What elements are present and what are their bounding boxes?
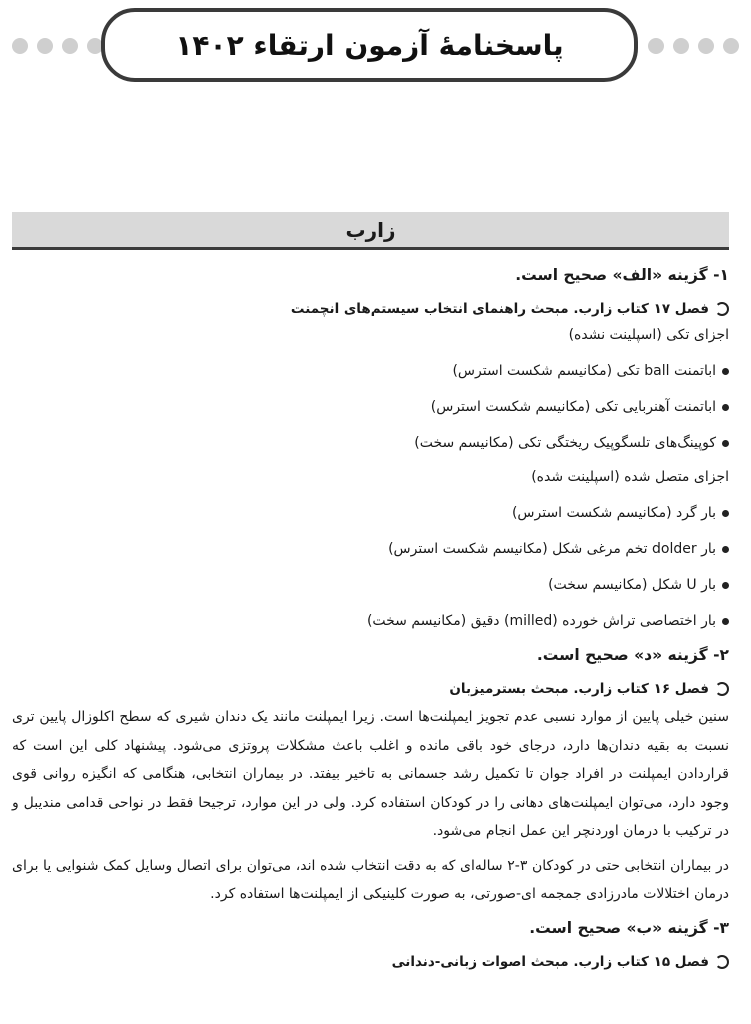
answer-content bbox=[12, 254, 729, 972]
list-item-text: بار dolder تخم مرغی شکل (مکانیسم شکست استرس) bbox=[388, 541, 716, 557]
bullet-icon bbox=[722, 618, 729, 625]
chapter-text: فصل ۱۵ کتاب زارب. مبحث اصوات زبانی-دندانی bbox=[391, 953, 709, 970]
list-item-text: بار گرد (مکانیسم شکست استرس) bbox=[511, 505, 716, 521]
list-item-text: کوپینگ‌های تلسگوپیک ریختگی تکی (مکانیسم سخت) bbox=[414, 435, 716, 451]
dot bbox=[673, 38, 689, 54]
list-item bbox=[12, 502, 729, 524]
list-item bbox=[12, 574, 729, 596]
decorative-dots-right bbox=[648, 38, 739, 54]
chapter-reference bbox=[12, 952, 729, 972]
page-title: پاسخنامهٔ آزمون ارتقاء ۱۴۰۲ bbox=[175, 28, 564, 62]
dot bbox=[648, 38, 664, 54]
dot bbox=[37, 38, 53, 54]
section-header bbox=[12, 212, 729, 250]
list-item bbox=[12, 538, 729, 560]
list-item bbox=[12, 360, 729, 382]
bullet-list bbox=[12, 360, 729, 454]
chapter-reference bbox=[12, 679, 729, 699]
dot bbox=[698, 38, 714, 54]
bullet-icon bbox=[722, 368, 729, 375]
list-item bbox=[12, 610, 729, 632]
chapter-text: فصل ۱۶ کتاب زارب. مبحث بسترمیزبان bbox=[449, 681, 709, 697]
chapter-marker-icon bbox=[715, 682, 729, 696]
explanation-paragraph: سنین خیلی پایین از موارد نسبی عدم تجویز ایمپلنت‌ها است. زیرا ایمپلنت مانند یک دندان شیری که سطح اکلوزال پایین تری نسبت به بقیه دندان‌ها دارد، درجای خود باقی مانده و اغلب باعث مشکلات پروتزی می‌شود. پیشنهاد کلی این است که قراردادن ایمپلنت در افراد جوان تا تکمیل رشد جسمانی به تاخیر بیفتد. در بیماران انتخابی، هنگامی که انگیزه روانی قوی وجود دارد، می‌توان ایمپلنت‌های دهانی را در کودکان استفاده کرد. ولی در این موارد، ترجیحا فقط در نواحی قدامی مندیبل و در ترکیب با درمان اوردنچر این عمل انجام می‌شود. bbox=[12, 709, 729, 839]
bullet-icon bbox=[722, 546, 729, 553]
list-item-text: بار U شکل (مکانیسم سخت) bbox=[548, 577, 716, 593]
bullet-icon bbox=[722, 582, 729, 589]
dot bbox=[723, 38, 739, 54]
question-heading: ۲- گزینه «د» صحیح است. bbox=[536, 646, 729, 664]
list-item-text: اباتمنت ball تکی (مکانیسم شکست استرس) bbox=[452, 363, 716, 379]
bullet-list bbox=[12, 502, 729, 632]
bullet-icon bbox=[722, 510, 729, 517]
dot bbox=[62, 38, 78, 54]
list-item bbox=[12, 396, 729, 418]
group-title: اجزای متصل شده (اسپلینت شده) bbox=[531, 469, 729, 485]
decorative-dots-left bbox=[12, 38, 103, 54]
bullet-icon bbox=[722, 440, 729, 447]
chapter-reference bbox=[12, 299, 729, 319]
list-item-text: بار اختصاصی تراش خورده (milled) دقیق (مکانیسم سخت) bbox=[366, 613, 716, 629]
list-item-text: اباتمنت آهنربایی تکی (مکانیسم شکست استرس) bbox=[430, 399, 716, 415]
list-item bbox=[12, 432, 729, 454]
chapter-marker-icon bbox=[715, 302, 729, 316]
group-title: اجزای تکی (اسپلینت نشده) bbox=[568, 327, 729, 343]
question-heading: ۳- گزینه «ب» صحیح است. bbox=[529, 918, 729, 937]
question-heading: ۱- گزینه «الف» صحیح است. bbox=[515, 266, 729, 284]
dot bbox=[12, 38, 28, 54]
section-title: زارب bbox=[345, 217, 396, 242]
chapter-marker-icon bbox=[715, 955, 729, 969]
chapter-text: فصل ۱۷ کتاب زارب. مبحث راهنمای انتخاب سیستم‌های انچمنت bbox=[290, 301, 709, 317]
explanation-paragraph: در بیماران انتخابی حتی در کودکان ۳-۲ ساله‌ای که به دقت انتخاب شده اند، می‌توان برای اتصال وسایل کمک شنوایی یا برای درمان اختلالات مادرزادی جمجمه ای-صورتی، به صورت کلینیکی از ایمپلنت‌ها استفاده کرد. bbox=[12, 857, 730, 902]
bullet-icon bbox=[722, 404, 729, 411]
title-box bbox=[101, 8, 638, 82]
